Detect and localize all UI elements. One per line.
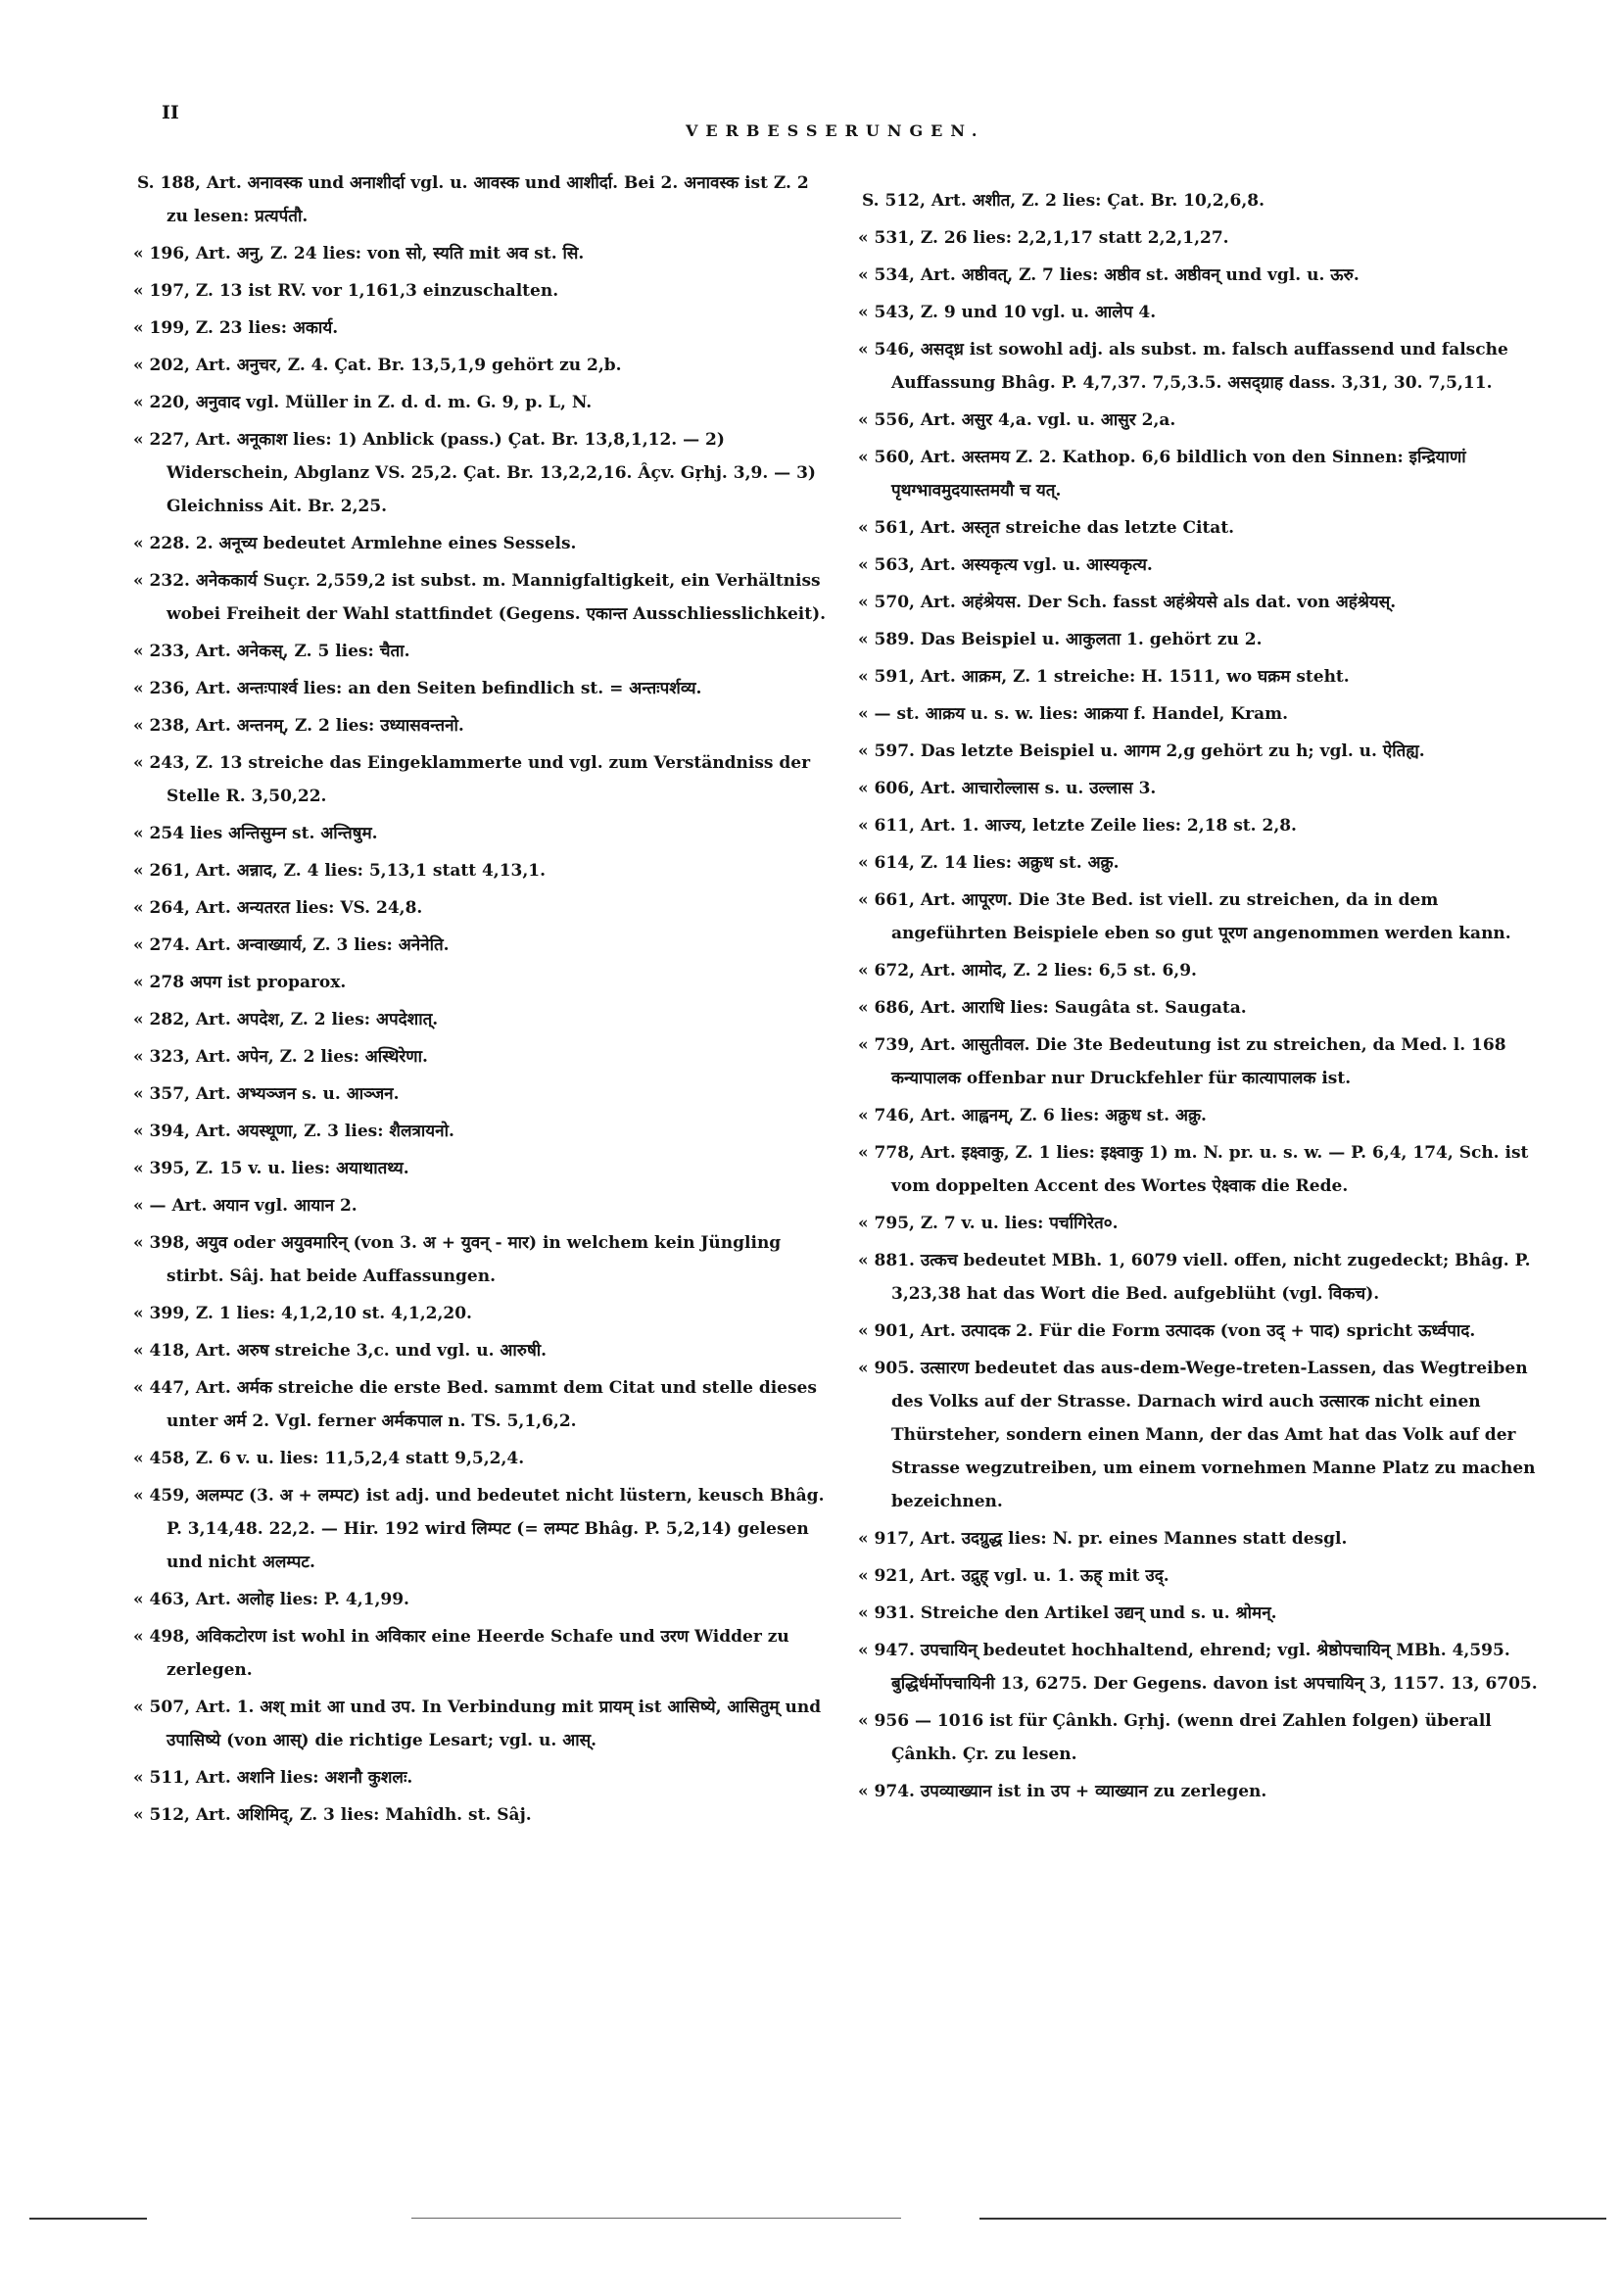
- correction-entry: « 661, Art. आपूरण. Die 3te Bed. ist viell. zu streichen, da in dem angeführten Beispiele eben so gut पूरण angenommen werden kann.: [858, 890, 1511, 943]
- correction-entry: « 901, Art. उत्पादक 2. Für die Form उत्पादक (von उद् + पाद) spricht ऊर्ध्वपाद.: [858, 1321, 1476, 1341]
- correction-entry: « 278 अपग ist proparox.: [133, 973, 347, 992]
- correction-entry: « 227, Art. अनूकाश lies: 1) Anblick (pass.) Çat. Br. 13,8,1,12. — 2) Widerschein, Abglanz VS. 25,2. Çat. Br. 13,2,2,16. Âçv. Gṛhj. 3,9. — 3) Gleichniss Ait. Br. 2,25.: [133, 430, 816, 516]
- correction-entry: « 591, Art. आक्रम, Z. 1 streiche: H. 1511, wo घक्रम steht.: [858, 667, 1350, 687]
- correction-entry: « 202, Art. अनुचर, Z. 4. Çat. Br. 13,5,1,9 gehört zu 2,b.: [133, 356, 622, 375]
- correction-entry: « 197, Z. 13 ist RV. vor 1,161,3 einzuschalten.: [133, 281, 559, 301]
- correction-entry: « 394, Art. अयस्थूणा, Z. 3 lies: शैलत्रायनो.: [133, 1122, 454, 1141]
- correction-entry: « 228. 2. अनूच्य bedeutet Armlehne eines Sessels.: [133, 534, 577, 553]
- correction-entry: « 570, Art. अहंश्रेयस. Der Sch. fasst अहंश्रेयसे als dat. von अहंश्रेयस्.: [858, 593, 1397, 612]
- correction-entry: « 323, Art. अपेन, Z. 2 lies: अस्थिरेणा.: [133, 1047, 428, 1067]
- correction-entry: « 560, Art. अस्तमय Z. 2. Kathop. 6,6 bildlich von den Sinnen: इन्द्रियाणां पृथग्भावमुदयास्तमयौ च यत्.: [858, 448, 1466, 501]
- correction-entry: « 232. अनेककार्य Suçr. 2,559,2 ist subst. m. Mannigfaltigkeit, ein Verhältniss wobei Freiheit der Wahl stattfindet (Gegens. एकान्त Ausschliesslichkeit).: [133, 571, 827, 624]
- correction-entry: « 686, Art. आराधि lies: Saugâta st. Saugata.: [858, 998, 1247, 1018]
- correction-entry: « 507, Art. 1. अश् mit आ und उप. In Verbindung mit प्रायम् ist आसिष्ये, आसितुम् und उपासिष्ये (von आस्) die richtige Lesart; vgl. u. आस्.: [133, 1698, 822, 1750]
- correction-entry: « 956 — 1016 ist für Çânkh. Gṛhj. (wenn drei Zahlen folgen) überall Çânkh. Çr. zu lesen.: [858, 1711, 1492, 1764]
- correction-entry: « 254 lies अन्तिसुम्न st. अन्तिषुम.: [133, 824, 378, 843]
- correction-entry: « 543, Z. 9 und 10 vgl. u. आलेप 4.: [858, 303, 1157, 322]
- correction-entry: « 447, Art. अर्मक streiche die erste Bed. sammt dem Citat und stelle dieses unter अर्म 2. Vgl. ferner अर्मकपाल n. TS. 5,1,6,2.: [133, 1378, 817, 1431]
- correction-entry: « 463, Art. अलोह lies: P. 4,1,99.: [133, 1590, 409, 1609]
- running-head: VERBESSERUNGEN.: [686, 121, 985, 140]
- correction-entry: « 921, Art. उद्रुह् vgl. u. 1. ऊह् mit उद्.: [858, 1566, 1169, 1586]
- correction-entry: « 597. Das letzte Beispiel u. आगम 2,g gehört zu h; vgl. u. ऐतिह्य.: [858, 741, 1425, 761]
- correction-entry: « 395, Z. 15 v. u. lies: अयाथातथ्य.: [133, 1159, 409, 1178]
- correction-entry: « 399, Z. 1 lies: 4,1,2,10 st. 4,1,2,20.: [133, 1304, 472, 1323]
- correction-entry: « 561, Art. अस्तृत streiche das letzte Citat.: [858, 518, 1235, 538]
- correction-entry: « 611, Art. 1. आज्य, letzte Zeile lies: 2,18 st. 2,8.: [858, 816, 1297, 836]
- correction-entry: S. 512, Art. अशीत, Z. 2 lies: Çat. Br. 10,2,6,8.: [862, 191, 1264, 211]
- correction-entry: « — Art. अयान vgl. आयान 2.: [133, 1196, 358, 1216]
- correction-entry: « 556, Art. असुर 4,a. vgl. u. आसुर 2,a.: [858, 410, 1176, 430]
- correction-entry: « 917, Art. उदग्रुद्ध lies: N. pr. eines Mannes statt desgl.: [858, 1529, 1348, 1549]
- correction-entry: « 498, अविकटोरण ist wohl in अविकार eine Heerde Schafe und उरण Widder zu zerlegen.: [133, 1627, 789, 1680]
- footer-rule-right: [979, 2218, 1606, 2220]
- correction-entry: « 220, अनुवाद vgl. Müller in Z. d. d. m. G. 9, p. L, N.: [133, 393, 593, 412]
- correction-entry: S. 188, Art. अनावस्क und अनाशीर्दा vgl. u. आवस्क und आशीर्दा. Bei 2. अनावस्क ist Z. 2 zu lesen: प्रत्यर्पतौ.: [137, 173, 809, 226]
- correction-entry: « 199, Z. 23 lies: अकार्य.: [133, 318, 339, 338]
- correction-entry: « 795, Z. 7 v. u. lies: पर्चागिरेत०.: [858, 1214, 1119, 1233]
- correction-entry: « 672, Art. आमोद, Z. 2 lies: 6,5 st. 6,9.: [858, 961, 1197, 981]
- correction-entry: « 614, Z. 14 lies: अक्रुध st. अक्रु.: [858, 853, 1120, 873]
- correction-entry: « 274. Art. अन्वाख्यार्य, Z. 3 lies: अनेनेति.: [133, 935, 450, 955]
- footer-rule-middle: [411, 2218, 901, 2219]
- correction-entry: « 357, Art. अभ्यञ्जन s. u. आञ्जन.: [133, 1084, 400, 1104]
- correction-entry: « 589. Das Beispiel u. आकुलता 1. gehört zu 2.: [858, 630, 1263, 649]
- correction-entry: « 512, Art. अशिमिद्, Z. 3 lies: Mahîdh. st. Sâj.: [133, 1805, 532, 1825]
- footer-rule-left: [29, 2218, 147, 2220]
- correction-entry: « 511, Art. अशनि lies: अशनौ कुशलः.: [133, 1768, 413, 1788]
- correction-entry: « 746, Art. आह्वनम्, Z. 6 lies: अक्रुध st. अक्रु.: [858, 1106, 1207, 1125]
- correction-entry: « 563, Art. अस्यकृत्य vgl. u. आस्यकृत्य.: [858, 555, 1153, 575]
- correction-entry: « 931. Streiche den Artikel उद्यन् und s. u. श्रोमन्.: [858, 1603, 1277, 1623]
- correction-entry: « 261, Art. अन्नाद, Z. 4 lies: 5,13,1 statt 4,13,1.: [133, 861, 547, 881]
- correction-entry: « 398, अयुव oder अयुवमारिन् (von 3. अ + युवन् - मार) in welchem kein Jüngling stirbt. Sâj. hat beide Auffassungen.: [133, 1233, 782, 1286]
- correction-entry: « 778, Art. इक्ष्वाकु, Z. 1 lies: इक्ष्वाकु 1) m. N. pr. u. s. w. — P. 6,4, 174, Sch. ist vom doppelten Accent des Wortes ऐक्ष्वाक die Rede.: [858, 1143, 1529, 1196]
- correction-entry: « 458, Z. 6 v. u. lies: 11,5,2,4 statt 9,5,2,4.: [133, 1449, 525, 1468]
- correction-entry: « 531, Z. 26 lies: 2,2,1,17 statt 2,2,1,27.: [858, 228, 1229, 248]
- correction-entry: « 243, Z. 13 streiche das Eingeklammerte und vgl. zum Verständniss der Stelle R. 3,50,22.: [133, 753, 811, 806]
- correction-entry: « 282, Art. अपदेश, Z. 2 lies: अपदेशात्.: [133, 1010, 439, 1029]
- correction-entry: « 238, Art. अन्तनम्, Z. 2 lies: उध्यासवन्तनो.: [133, 716, 464, 736]
- correction-entry: « — st. आक्रय u. s. w. lies: आक्रया f. Handel, Kram.: [858, 704, 1289, 724]
- correction-entry: « 974. उपव्याख्यान ist in उप + व्याख्यान zu zerlegen.: [858, 1782, 1267, 1801]
- correction-entry: « 236, Art. अन्तःपार्श्व lies: an den Seiten befindlich st. = अन्तःपर्शव्य.: [133, 679, 702, 698]
- page-number: II: [162, 102, 179, 123]
- left-column: [127, 167, 833, 1836]
- correction-entry: « 418, Art. अरुष streiche 3,c. und vgl. u. आरुषी.: [133, 1341, 548, 1361]
- correction-entry: « 233, Art. अनेकस्, Z. 5 lies: चैता.: [133, 642, 410, 661]
- correction-entry: « 739, Art. आसुतीवल. Die 3te Bedeutung ist zu streichen, da Med. l. 168 कन्यापालक offenbar nur Druckfehler für कात्यापालक ist.: [858, 1035, 1506, 1088]
- correction-entry: « 264, Art. अन्यतरत lies: VS. 24,8.: [133, 898, 423, 918]
- correction-entry: « 459, अलम्पट (3. अ + लम्पट) ist adj. und bedeutet nicht lüstern, keusch Bhâg. P. 3,14,48. 22,2. — Hir. 192 wird लिम्पट (= लम्पट Bhâg. P. 5,2,14) gelesen und nicht अलम्पट.: [133, 1486, 825, 1572]
- correction-entry: « 881. उत्कच bedeutet MBh. 1, 6079 viell. offen, nicht zugedeckt; Bhâg. P. 3,23,38 hat das Wort die Bed. aufgeblüht (vgl. विकच).: [858, 1251, 1531, 1304]
- correction-entry: « 196, Art. अनु, Z. 24 lies: von सो, स्यति mit अव st. सि.: [133, 244, 585, 263]
- correction-entry: « 905. उत्सारण bedeutet das aus-dem-Wege-treten-Lassen, das Wegtreiben des Volks auf der Strasse. Darnach wird auch उत्सारक nicht einen Thürsteher, sondern einen Mann, der das Amt hat das Volk auf der Strasse wegzutreiben, um einem vornehmen Manne Platz zu machen bezeichnen.: [858, 1359, 1536, 1511]
- correction-entry: « 606, Art. आचारोल्लास s. u. उल्लास 3.: [858, 779, 1157, 798]
- correction-entry: « 546, असद्ध्र ist sowohl adj. als subst. m. falsch auffassend und falsche Auffassung Bhâg. P. 4,7,37. 7,5,3.5. असद्ग्राह dass. 3,31, 30. 7,5,11.: [858, 340, 1508, 393]
- correction-entry: « 947. उपचायिन् bedeutet hochhaltend, ehrend; vgl. श्रेष्ठोपचायिन् MBh. 4,595. बुद्धिर्धर्मोपचायिनी 13, 6275. Der Gegens. davon ist अपचायिन् 3, 1157. 13, 6705.: [858, 1641, 1538, 1694]
- correction-entry: « 534, Art. अष्ठीवत्, Z. 7 lies: अष्ठीव st. अष्ठीवन् und vgl. u. ऊरु.: [858, 265, 1360, 285]
- right-column: [852, 184, 1557, 1812]
